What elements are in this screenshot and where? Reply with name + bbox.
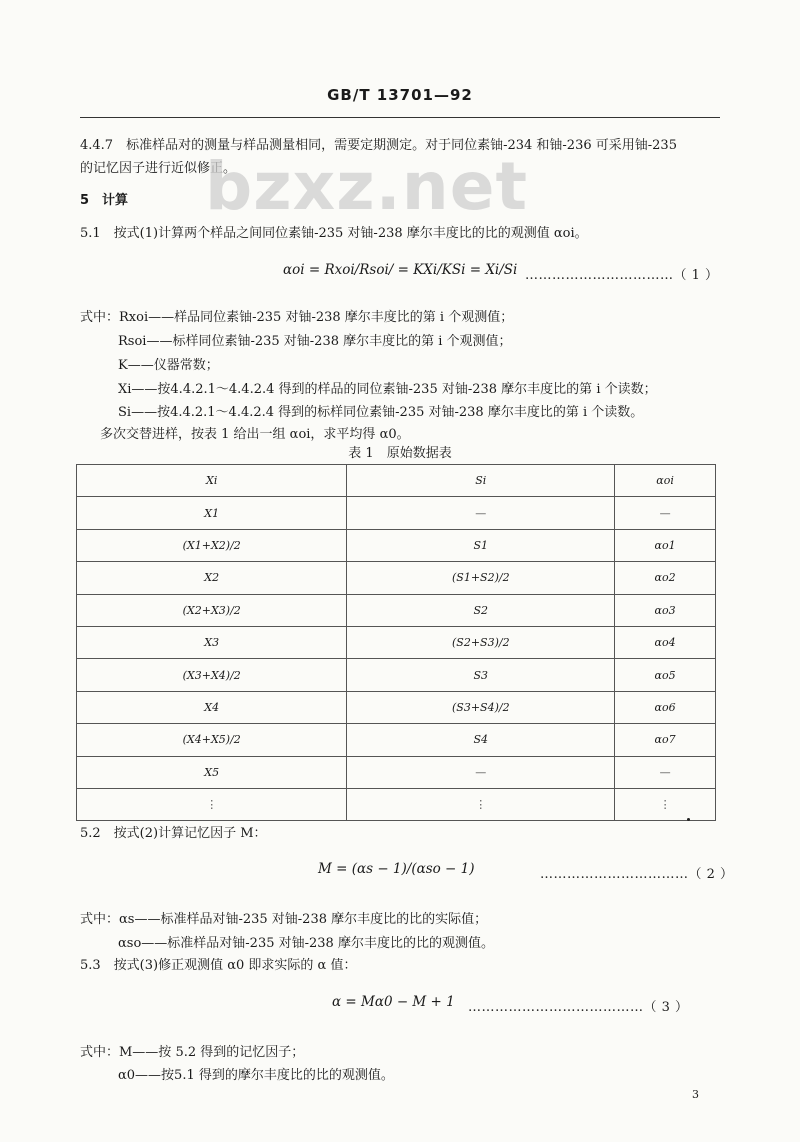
table-row xyxy=(77,626,716,658)
table-header-row xyxy=(77,465,716,497)
table-cell: S2 xyxy=(347,594,615,626)
where-1-line3: K——仪器常数； xyxy=(118,358,219,373)
table-cell: αo5 xyxy=(615,659,716,691)
formula-2: M = (αs − 1)/(αso − 1) xyxy=(318,861,475,877)
table-cell: (S2+S3)/2 xyxy=(347,626,615,658)
formula-3: α = Mα0 − M + 1 xyxy=(332,994,455,1010)
table-cell: X4 xyxy=(77,691,347,723)
where-1-line1: 式中：Rxoi——样品同位素铀-235 对铀-238 摩尔丰度比的第 i 个观测值； xyxy=(80,310,514,325)
speck-mark xyxy=(687,818,690,821)
section-5-1-text: 5.1 按式(1)计算两个样品之间同位素铀-235 对铀-238 摩尔丰度比的比的观测值 αoi。 xyxy=(80,226,588,241)
table-cell: — xyxy=(347,497,615,529)
table-cell: αo7 xyxy=(615,724,716,756)
table-cell: (S1+S2)/2 xyxy=(347,562,615,594)
table-cell: S1 xyxy=(347,529,615,561)
table-row xyxy=(77,756,716,788)
equation-number-1: ……………………………（ 1 ） xyxy=(525,268,719,283)
table-row xyxy=(77,659,716,691)
table-cell: αo3 xyxy=(615,594,716,626)
section-4-4-7-line2: 的记忆因子进行近似修正。 xyxy=(80,161,237,176)
watermark: bzxz.net xyxy=(205,148,529,225)
table-cell: ⋮ xyxy=(347,788,615,820)
where-3-line1: 式中：M——按 5.2 得到的记忆因子； xyxy=(80,1045,305,1060)
where-1-line6: 多次交替进样，按表 1 给出一组 αoi，求平均得 α0。 xyxy=(100,427,410,442)
page-number: 3 xyxy=(692,1088,699,1101)
table-header-cell: Si xyxy=(347,465,615,497)
section-5-2-text: 5.2 按式(2)计算记忆因子 M： xyxy=(80,826,267,841)
table-header-cell: Xi xyxy=(77,465,347,497)
table-cell: αo6 xyxy=(615,691,716,723)
formula-1: αoi = Rxoi/Rsoi/ = KXi/KSi = Xi/Si xyxy=(283,262,518,278)
table-row xyxy=(77,529,716,561)
table-cell: S3 xyxy=(347,659,615,691)
section-5-heading: 5 计算 xyxy=(80,193,129,208)
table-cell: (X2+X3)/2 xyxy=(77,594,347,626)
table-cell: αo4 xyxy=(615,626,716,658)
table-cell: ⋮ xyxy=(615,788,716,820)
table-cell: — xyxy=(615,756,716,788)
section-5-3-text: 5.3 按式(3)修正观测值 α0 即求实际的 α 值： xyxy=(80,958,357,973)
table-row xyxy=(77,562,716,594)
table-cell: (X1+X2)/2 xyxy=(77,529,347,561)
table-cell: (X4+X5)/2 xyxy=(77,724,347,756)
table-row xyxy=(77,594,716,626)
table-cell: (S3+S4)/2 xyxy=(347,691,615,723)
where-1-line4: Xi——按4.4.2.1～4.4.2.4 得到的样品的同位素铀-235 对铀-238 摩尔丰度比的第 i 个读数； xyxy=(118,382,657,397)
table-row xyxy=(77,691,716,723)
header-rule xyxy=(80,117,720,118)
table-cell: S4 xyxy=(347,724,615,756)
table-cell: αo2 xyxy=(615,562,716,594)
table-row xyxy=(77,788,716,820)
table-cell: X1 xyxy=(77,497,347,529)
where-2-line2: αso——标准样品对铀-235 对铀-238 摩尔丰度比的比的观测值。 xyxy=(118,936,494,951)
section-4-4-7-line1: 4.4.7 标准样品对的测量与样品测量相同，需要定期测定。对于同位素铀-234 和铀-236 可采用铀-235 xyxy=(80,138,677,153)
table-row xyxy=(77,497,716,529)
table-header-cell: αoi xyxy=(615,465,716,497)
table-cell: ⋮ xyxy=(77,788,347,820)
equation-number-2: ……………………………（ 2 ） xyxy=(540,867,734,882)
table-cell: X5 xyxy=(77,756,347,788)
table-cell: X3 xyxy=(77,626,347,658)
table-cell: X2 xyxy=(77,562,347,594)
table-cell: — xyxy=(615,497,716,529)
equation-number-3: …………………………………（ 3 ） xyxy=(468,1000,689,1015)
table-cell: (X3+X4)/2 xyxy=(77,659,347,691)
table-1-caption: 表 1 原始数据表 xyxy=(348,446,452,461)
table-cell: αo1 xyxy=(615,529,716,561)
where-2-line1: 式中：αs——标准样品对铀-235 对铀-238 摩尔丰度比的比的实际值； xyxy=(80,912,488,927)
where-3-line2: α0——按5.1 得到的摩尔丰度比的比的观测值。 xyxy=(118,1068,394,1083)
standard-number-header: GB/T 13701—92 xyxy=(327,86,473,104)
where-1-line2: Rsoi——标样同位素铀-235 对铀-238 摩尔丰度比的第 i 个观测值； xyxy=(118,334,512,349)
table-row xyxy=(77,724,716,756)
raw-data-table xyxy=(76,464,716,821)
where-1-line5: Si——按4.4.2.1～4.4.2.4 得到的标样同位素铀-235 对铀-238 摩尔丰度比的第 i 个读数。 xyxy=(118,405,644,420)
table-cell: — xyxy=(347,756,615,788)
